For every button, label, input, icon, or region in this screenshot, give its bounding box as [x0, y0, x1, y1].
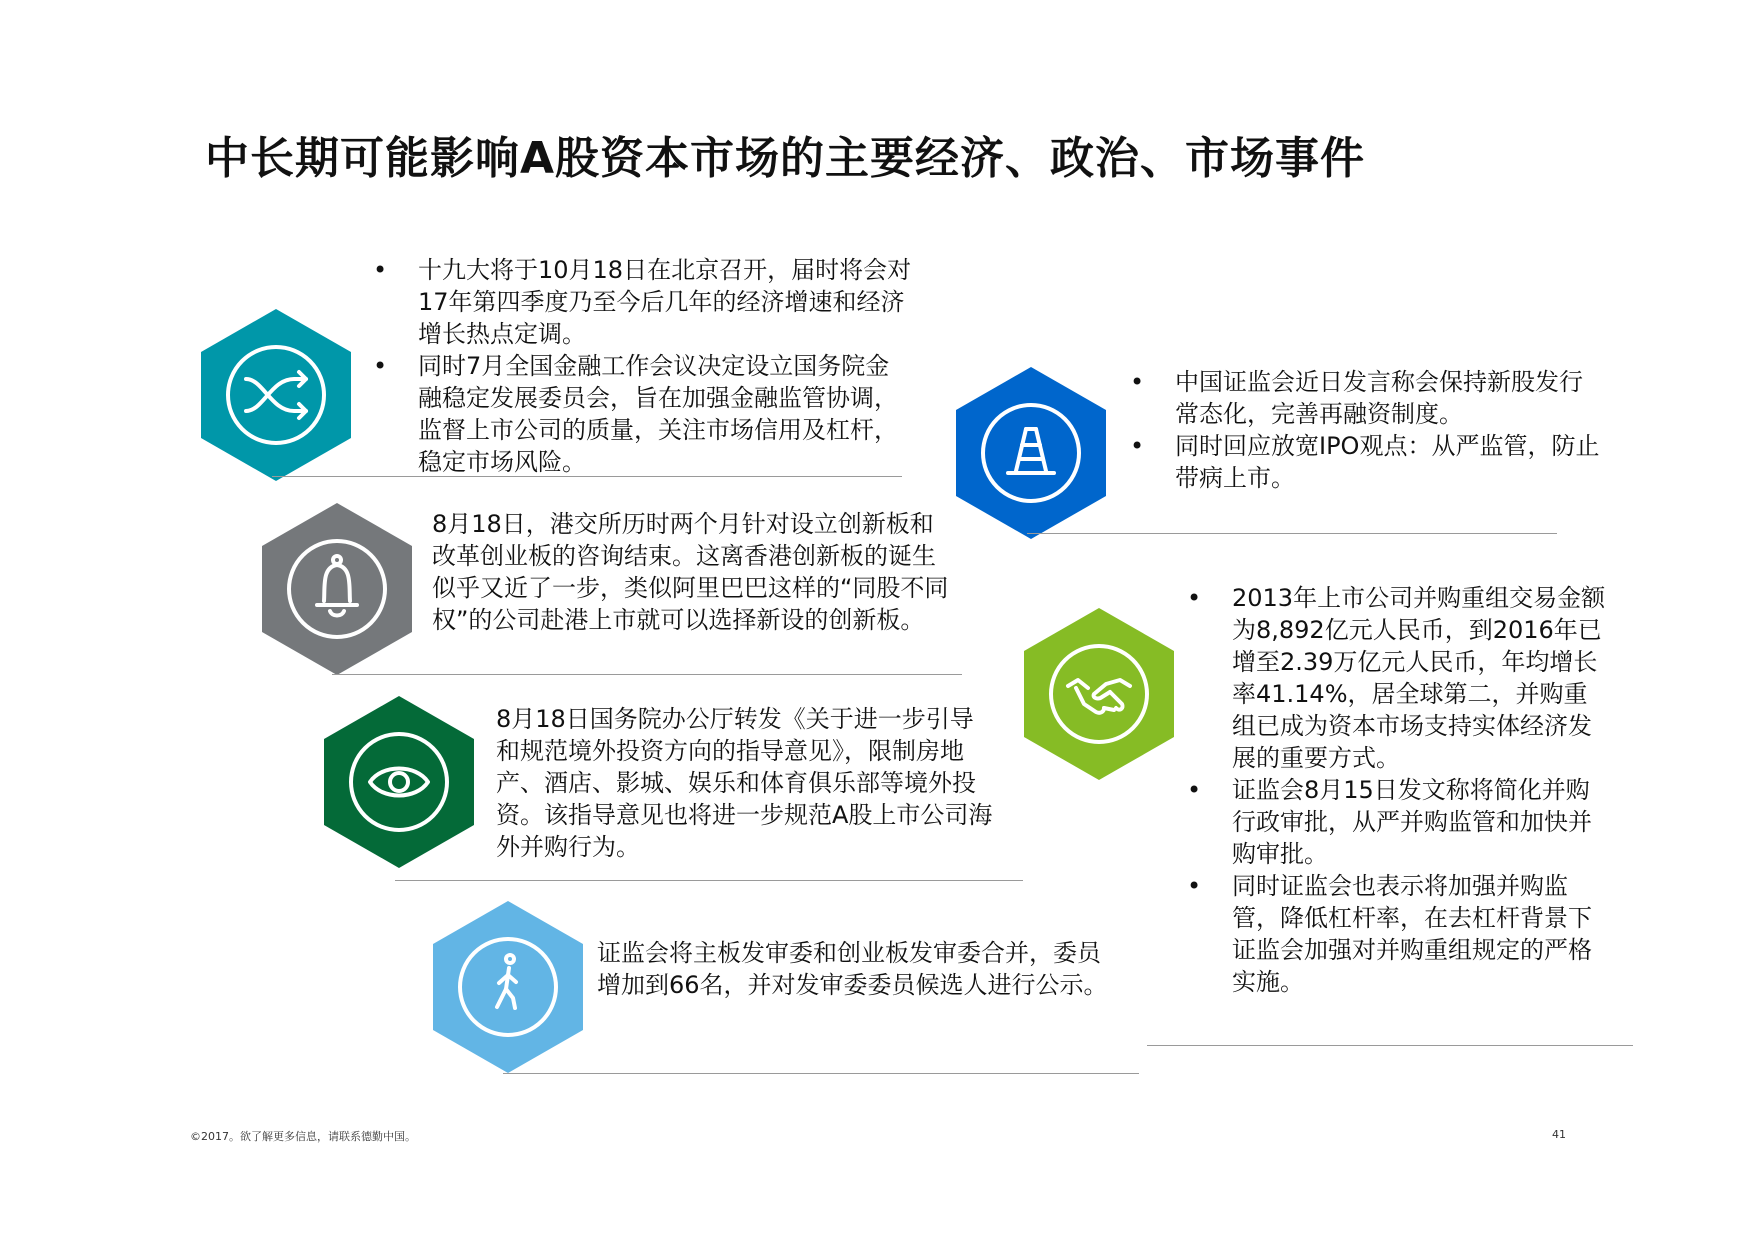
- item-6-text: [1187, 582, 1607, 998]
- item-1-bullet-1: • 十九大将于10月18日在北京召开，届时将会对17年第四季度乃至今后几年的经济增速和经济增长热点定调。: [373, 254, 913, 350]
- item-1-bullet-2: • 同时7月全国金融工作会议决定设立国务院金融稳定发展委员会，旨在加强金融监管协调，监督上市公司的质量，关注市场信用及杠杆，稳定市场风险。: [373, 350, 913, 478]
- eye-hexagon: [324, 696, 474, 868]
- item-6-bullet-2: • 证监会8月15日发文称将简化并购行政审批，从严并购监管和加快并购审批。: [1187, 774, 1607, 870]
- item-5-text: [1130, 366, 1600, 494]
- page-number: 41: [1552, 1128, 1566, 1141]
- item-3-text: [496, 703, 996, 863]
- item-1-text: [373, 254, 913, 478]
- item-6-bullet-1: • 2013年上市公司并购重组交易金额为8,892亿元人民币，到2016年已增至2.39万亿元人民币，年均增长率41.14%，居全球第二，并购重组已成为资本市场支持实体经济发展的重要方式。: [1187, 582, 1607, 774]
- item-1-divider: [272, 476, 902, 477]
- handshake-hexagon: [1024, 608, 1174, 780]
- item-2-divider: [332, 674, 962, 675]
- item-5-bullet-2: • 同时回应放宽IPO观点：从严监管，防止带病上市。: [1130, 430, 1600, 494]
- item-2-paragraph: 8月18日，港交所历时两个月针对设立创新板和改革创业板的咨询结束。这离香港创新板的诞生似乎又近了一步，类似阿里巴巴这样的“同股不同权”的公司赴港上市就可以选择新设的创新板。: [432, 510, 949, 634]
- item-6-divider: [1147, 1045, 1633, 1046]
- item-4-paragraph: 证监会将主板发审委和创业板发审委合并，委员增加到66名，并对发审委委员候选人进行公示。: [597, 939, 1108, 999]
- bell-hexagon: [262, 503, 412, 675]
- item-5-bullet-1: • 中国证监会近日发言称会保持新股发行常态化，完善再融资制度。: [1130, 366, 1600, 430]
- footer-copyright: ©2017。欲了解更多信息，请联系德勤中国。: [190, 1130, 416, 1143]
- item-5-divider: [1027, 533, 1557, 534]
- cone-hexagon: [956, 367, 1106, 539]
- walking-hexagon: [433, 901, 583, 1073]
- page-title: 中长期可能影响A股资本市场的主要经济、政治、市场事件: [205, 133, 1366, 184]
- item-4-text: [597, 937, 1117, 1001]
- item-3-divider: [395, 880, 1023, 881]
- item-4-divider: [503, 1073, 1139, 1074]
- item-2-text: [432, 508, 952, 636]
- item-6-bullet-3: • 同时证监会也表示将加强并购监管，降低杠杆率，在去杠杆背景下证监会加强对并购重组规定的严格实施。: [1187, 870, 1607, 998]
- shuffle-hexagon: [201, 309, 351, 481]
- item-3-paragraph: 8月18日国务院办公厅转发《关于进一步引导和规范境外投资方向的指导意见》，限制房地产、酒店、影城、娱乐和体育俱乐部等境外投资。该指导意见也将进一步规范A股上市公司海外并购行为。: [496, 705, 993, 861]
